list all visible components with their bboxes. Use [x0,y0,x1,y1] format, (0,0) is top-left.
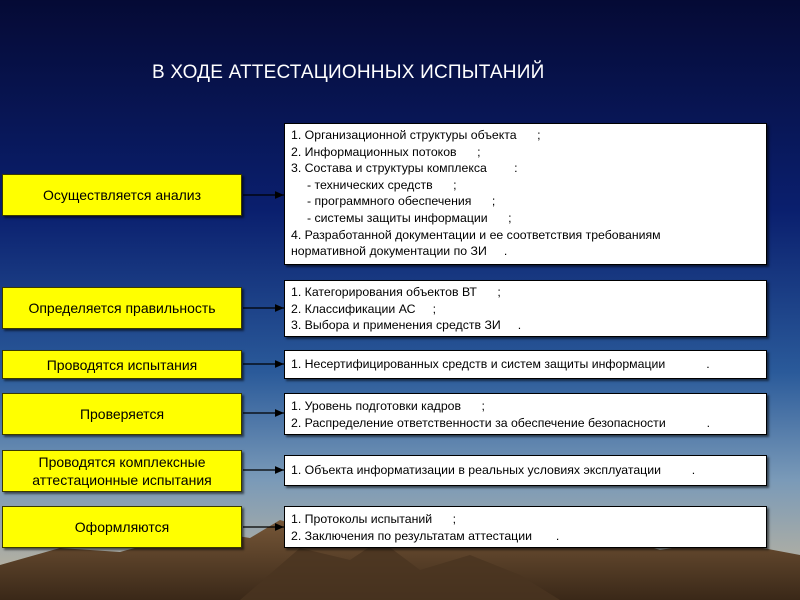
list-item: 3. Состава и структуры комплекса : [291,161,518,176]
label-complex-tests [2,450,242,492]
detail-complex-tests [284,455,767,486]
list-item: 4. Разработанной документации и ее соответствия требованиям [291,227,661,242]
list-item: 2. Информационных потоков ; [291,144,481,159]
label-analysis-text: Осуществляется анализ [42,187,202,203]
list-item: - системы защиты информации ; [307,210,512,225]
label-documented-text: Оформляются [74,519,170,535]
detail-analysis [284,123,767,265]
list-item: нормативной документации по ЗИ . [291,244,508,259]
list-item: 1. Категорирования объектов ВТ ; [291,285,501,299]
label-checked-text: Проверяется [79,406,165,422]
label-testing-text: Проводятся испытания [46,356,198,373]
list-item: 2. Классификации АС ; [291,301,436,316]
list-item: 1. Объекта информатизации в реальных условиях эксплуатации . [291,463,696,477]
list-item: 1. Несертифицированных средств и систем защиты информации . [291,357,710,371]
list-item: 1. Протоколы испытаний ; [291,512,457,526]
label-checked [2,393,242,435]
list-item: 3. Выбора и применения средств ЗИ . [291,318,522,333]
label-analysis [2,174,242,216]
page-title: В ХОДЕ АТТЕСТАЦИОННЫХ ИСПЫТАНИЙ [152,62,545,83]
label-correctness [2,287,242,329]
detail-correctness [284,280,767,337]
list-item: 1. Организационной структуры объекта ; [291,128,541,142]
list-item: 1. Уровень подготовки кадров ; [291,399,485,413]
label-correctness-text: Определяется правильность [28,300,216,316]
label-documented [2,506,242,548]
detail-testing [284,350,767,379]
list-item: 2. Распределение ответственности за обеспечение безопасности . [291,415,711,430]
detail-checked [284,393,767,435]
list-item: - технических средств ; [307,177,457,192]
label-testing [2,350,242,379]
list-item: - программного обеспечения ; [307,194,496,209]
list-item: 2. Заключения по результатам аттестации . [291,528,560,543]
detail-documented [284,506,767,548]
label-complex-tests-text: Проводятся комплексные аттестационные испытания [32,454,212,488]
